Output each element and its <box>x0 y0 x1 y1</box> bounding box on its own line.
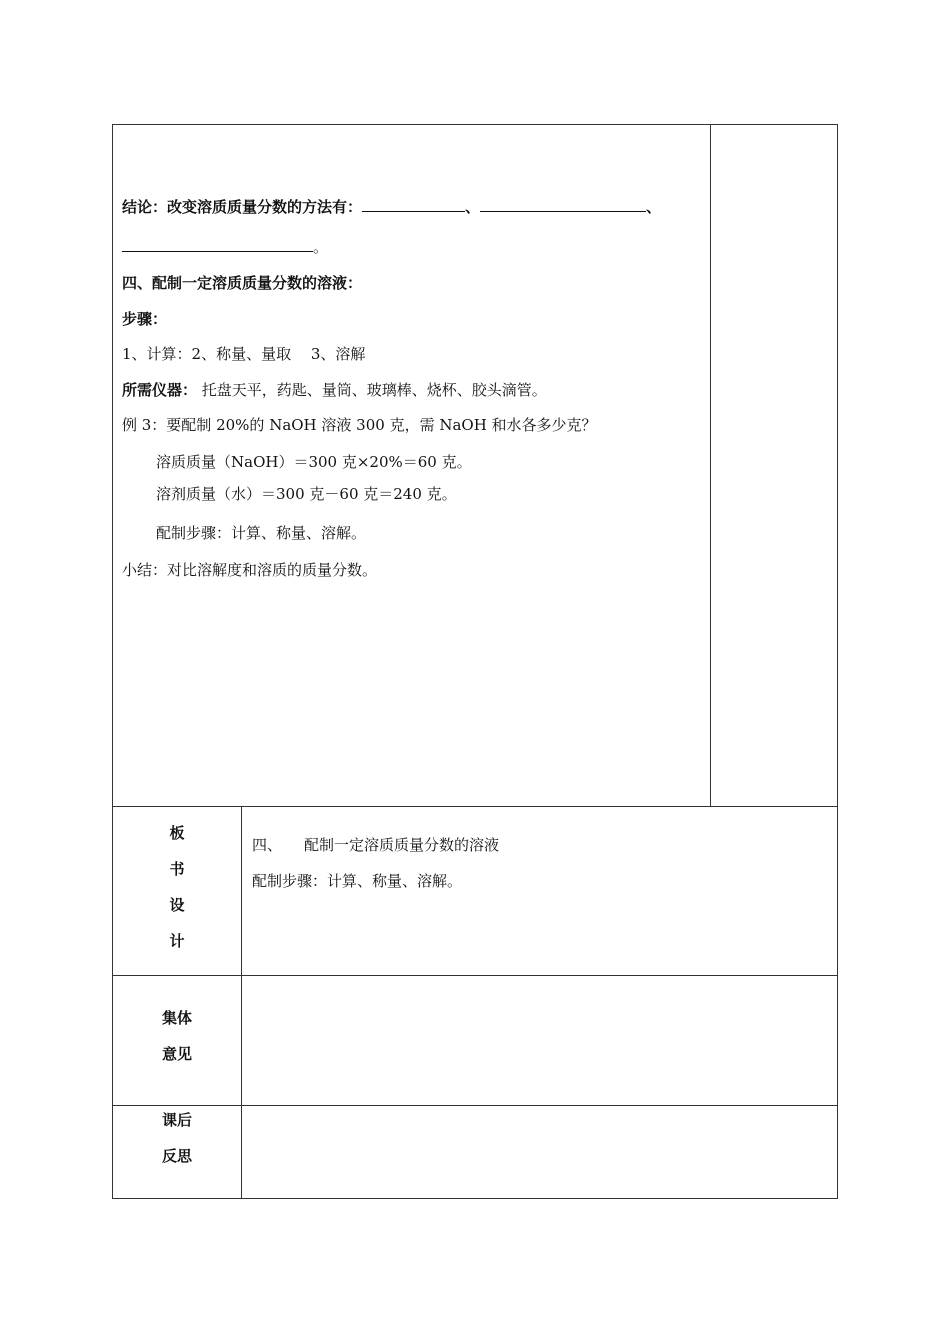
board-label-char: 计 <box>169 932 185 950</box>
conclusion-line-2 <box>122 238 328 256</box>
conclusion-separator: 、 <box>465 198 481 216</box>
steps-text: 1、计算：2、称量、量取 3、溶解 <box>122 345 366 363</box>
steps-label: 步骤： <box>122 310 168 328</box>
collective-label-cell <box>112 975 242 1106</box>
board-line-1-number: 四、 <box>252 836 283 854</box>
collective-label-line-1: 集体 <box>161 1009 192 1027</box>
instruments-text: 托盘天平，药匙、量筒、玻璃棒、烧杯、胶头滴管。 <box>201 381 547 399</box>
conclusion-line <box>122 198 661 216</box>
board-line-1-text: 配制一定溶质质量分数的溶液 <box>304 836 500 854</box>
reflection-label-line-1: 课后 <box>161 1111 192 1129</box>
conclusion-label: 结论：改变溶质质量分数的方法有： <box>122 198 363 216</box>
instruments-label: 所需仪器： <box>122 381 198 399</box>
side-empty-cell <box>710 124 838 807</box>
summary: 小结：对比溶解度和溶质的质量分数。 <box>122 561 378 579</box>
board-label-char: 板 <box>169 824 185 842</box>
solvent-calculation: 溶剂质量（水）＝300 克－60 克＝240 克。 <box>156 485 457 503</box>
reflection-label-line-2: 反思 <box>161 1147 192 1165</box>
example-3: 例 3：要配制 20%的 NaOH 溶液 300 克，需 NaOH 和水各多少克？ <box>122 416 597 434</box>
collective-content-cell <box>241 975 838 1106</box>
prep-steps: 配制步骤：计算、称量、溶解。 <box>156 524 367 542</box>
conclusion-blank-1 <box>362 199 465 212</box>
conclusion-end: 。 <box>313 238 329 256</box>
board-line-1 <box>252 836 499 854</box>
conclusion-separator: 、 <box>646 198 662 216</box>
board-label-char: 设 <box>169 896 185 914</box>
board-content-cell <box>241 806 838 976</box>
conclusion-blank-3 <box>122 239 313 252</box>
collective-label-line-2: 意见 <box>161 1045 192 1063</box>
solute-calculation: 溶质质量（NaOH）＝300 克×20%＝60 克。 <box>156 453 472 471</box>
reflection-content-cell <box>241 1105 838 1199</box>
instruments-line <box>122 381 547 399</box>
board-line-2: 配制步骤：计算、称量、溶解。 <box>252 872 463 890</box>
board-label-char: 书 <box>169 860 185 878</box>
conclusion-blank-2 <box>480 199 646 212</box>
section4-title: 四、配制一定溶质质量分数的溶液： <box>122 274 363 292</box>
